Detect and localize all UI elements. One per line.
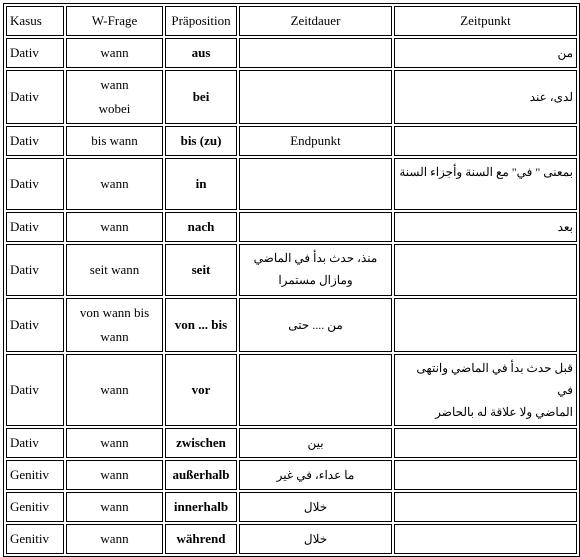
table-row [6,244,577,296]
cell-kasus: Dativ [6,212,64,242]
cell-zeitdauer [239,354,392,426]
w-frage-line: wann [100,382,129,397]
header-zeitpunkt: Zeitpunkt [394,6,577,36]
zeitpunkt-line: الماضي ولا علاقة له بالحاضر [435,405,573,419]
w-frage-line: wann [100,176,129,191]
w-frage-line: bis wann [91,133,138,148]
zeitdauer-line: خلال [303,532,328,546]
cell-praeposition: bis (zu) [165,126,237,156]
cell-praeposition: bei [165,70,237,124]
cell-praeposition: von ... bis [165,298,237,352]
cell-zeitdauer [239,38,392,68]
cell-zeitpunkt [394,244,577,296]
cell-praeposition: außerhalb [165,460,237,490]
cell-zeitpunkt [394,428,577,458]
cell-praeposition: vor [165,354,237,426]
zeitpunkt-line: من [557,46,573,60]
zeitdauer-line: Endpunkt [290,133,341,148]
cell-w-frage [66,460,163,490]
cell-kasus: Dativ [6,70,64,124]
cell-w-frage [66,428,163,458]
cell-kasus: Dativ [6,126,64,156]
cell-kasus: Dativ [6,428,64,458]
cell-zeitpunkt [394,158,577,210]
cell-zeitpunkt [394,298,577,352]
cell-zeitdauer [239,244,392,296]
w-frage-line: wann [100,531,129,546]
w-frage-line: wann [100,329,129,344]
table-row [6,524,577,554]
cell-praeposition: seit [165,244,237,296]
cell-zeitdauer [239,492,392,522]
cell-kasus: Genitiv [6,492,64,522]
cell-w-frage [66,38,163,68]
cell-zeitdauer [239,524,392,554]
cell-w-frage [66,298,163,352]
cell-zeitdauer [239,460,392,490]
cell-zeitdauer [239,70,392,124]
w-frage-line: wann [100,77,129,92]
cell-w-frage [66,244,163,296]
zeitdauer-line: ومازال مستمرا [278,273,353,287]
temporal-prepositions-table [3,3,580,557]
w-frage-line: wann [100,45,129,60]
cell-zeitdauer [239,126,392,156]
header-kasus: Kasus [6,6,64,36]
header-praeposition: Präposition [165,6,237,36]
table-row [6,212,577,242]
cell-w-frage [66,492,163,522]
table-row [6,428,577,458]
table-row [6,298,577,352]
cell-w-frage [66,212,163,242]
cell-w-frage [66,524,163,554]
zeitdauer-line: منذ، حدث بدأ في الماضي [253,251,378,265]
cell-zeitpunkt [394,524,577,554]
cell-w-frage [66,70,163,124]
cell-kasus: Dativ [6,244,64,296]
cell-zeitpunkt [394,460,577,490]
cell-praeposition: während [165,524,237,554]
cell-zeitpunkt [394,212,577,242]
zeitpunkt-line: بعد [557,220,573,234]
cell-zeitpunkt [394,492,577,522]
zeitdauer-line: بين [307,436,324,450]
cell-zeitpunkt [394,70,577,124]
table-row [6,126,577,156]
table-row [6,492,577,522]
zeitdauer-line: من .... حتى [288,318,343,332]
cell-praeposition: nach [165,212,237,242]
cell-praeposition: innerhalb [165,492,237,522]
w-frage-line: wann [100,435,129,450]
table-row [6,460,577,490]
cell-kasus: Dativ [6,354,64,426]
cell-zeitdauer [239,212,392,242]
header-zeitdauer: Zeitdauer [239,6,392,36]
header-w-frage: W-Frage [66,6,163,36]
zeitpunkt-line: لدى، عند [529,90,573,104]
table-row [6,70,577,124]
table-row [6,158,577,210]
preposition-table-container [3,3,576,557]
cell-w-frage [66,158,163,210]
cell-w-frage [66,354,163,426]
zeitdauer-line: خلال [303,500,328,514]
header-row [6,6,577,36]
cell-praeposition: in [165,158,237,210]
cell-zeitpunkt [394,38,577,68]
cell-zeitpunkt [394,126,577,156]
cell-praeposition: aus [165,38,237,68]
w-frage-line: wann [100,219,129,234]
w-frage-line: wann [100,499,129,514]
cell-kasus: Dativ [6,38,64,68]
cell-zeitdauer [239,298,392,352]
cell-praeposition: zwischen [165,428,237,458]
cell-zeitdauer [239,158,392,210]
cell-kasus: Genitiv [6,460,64,490]
w-frage-line: seit wann [89,262,140,277]
cell-zeitdauer [239,428,392,458]
cell-zeitpunkt [394,354,577,426]
w-frage-line: wann [100,467,129,482]
zeitpunkt-line: قبل حدث بدأ في الماضي وانتهى في [416,361,573,397]
zeitpunkt-line: بمعنى " في" مع السنة وأجزاء السنة [399,165,573,179]
table-row [6,38,577,68]
cell-w-frage [66,126,163,156]
zeitdauer-line: ما عداء، في غير [276,468,355,482]
cell-kasus: Dativ [6,158,64,210]
w-frage-line: wobei [98,101,131,116]
table-row [6,354,577,426]
w-frage-line: von wann bis [79,305,150,320]
cell-kasus: Dativ [6,298,64,352]
cell-kasus: Genitiv [6,524,64,554]
